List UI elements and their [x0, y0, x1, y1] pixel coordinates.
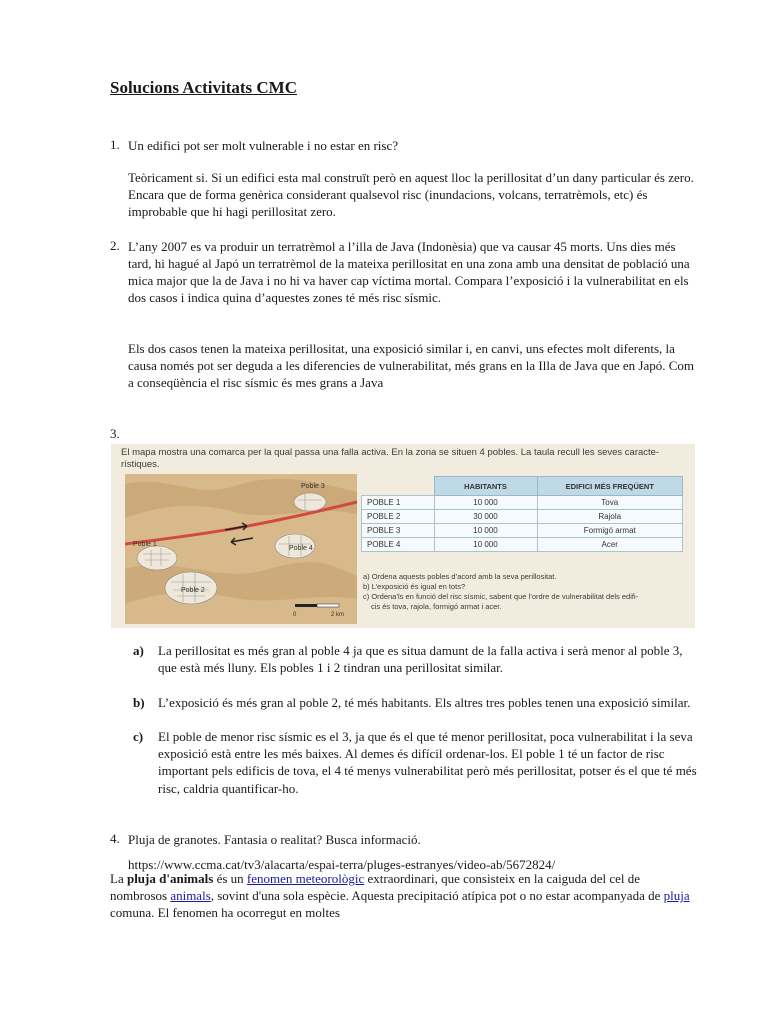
table-cell-edifici: Rajola [537, 510, 683, 524]
table-cell-habitants: 30 000 [434, 510, 537, 524]
link-pluja[interactable]: pluja [663, 888, 690, 904]
table-cell-habitants: 10 000 [434, 538, 537, 552]
label-poble-4: Poble 4 [289, 545, 313, 552]
table-row [362, 510, 683, 524]
label-poble-2: Poble 2 [181, 587, 205, 594]
table-cell-habitants: 10 000 [434, 524, 537, 538]
label-poble-3: Poble 3 [301, 483, 325, 490]
label-poble-1: Poble 1 [133, 541, 157, 548]
table-header-edifici: EDIFICI MÉS FREQÜENT [537, 477, 683, 496]
para-text: La [110, 871, 127, 886]
video-url[interactable]: https://www.ccma.cat/tv3/alacarta/espai-terra/pluges-estranyes/video-ab/5672824/ [128, 857, 556, 872]
town-1 [137, 546, 177, 570]
table-cell-poble: POBLE 3 [362, 524, 435, 538]
para-text: , sovint d'una sola espècie. Aquesta precipitació atípica pot o no estar acompanyada de [210, 888, 664, 904]
answer-text: L’exposició és més gran al poble 2, té més habitants. Els altres tres pobles tenen una exposició similar. [158, 695, 691, 710]
figure-questions [363, 572, 683, 612]
figure-question-a: a) Ordena aquests pobles d’acord amb la seva perillositat. [363, 572, 557, 581]
figure-question-c-cont: cis és tova, rajola, formigó armat i acer. [371, 602, 502, 611]
table-cell-edifici: Formigó armat [537, 524, 683, 538]
town-3 [294, 493, 326, 511]
para-bold-term: pluja d'animals [126, 871, 214, 886]
para-text: extraordinari, que consisteix en la caiguda del cel de nombrosos [110, 871, 641, 904]
answer-label: b) [133, 695, 145, 710]
link-animals[interactable]: animals [170, 888, 211, 904]
answer-label: a) [133, 643, 144, 658]
answer-text: El poble de menor risc sísmic es el 3, ja que és el que té menor perillositat, poca vulnerabilitat i la seva exposició està entre les més baixes. Al demes és difícil ordenar-los. El poble 1 té un factor de risc important pels edificis de tova, el 4 té menys vulnerabilitat però més perillositat, potser és el que té més risc, caldria quantificar-ho. [158, 729, 697, 796]
question-2-text: L’any 2007 es va produir un terratrèmol a l’illa de Java (Indonèsia) que va causar 45 morts. Uns dies més tard, hi hagué al Japó un terratrèmol de la mateixa perillositat en una zona amb una densitat de població una mica major que la de Java i no hi va haver cap víctima mortal. Compara l’exposició i la vulnerabilitat en els dos casos i indica quina d’aquestes zones té més risc sísmic. [128, 239, 690, 305]
answer-text: La perillositat es més gran al poble 4 ja que es situa damunt de la falla activa i serà menor al poble 3, que està més lluny. Els pobles 1 i 2 tindran una perillositat similar. [158, 643, 683, 676]
para-text: és un [213, 871, 247, 886]
table-cell-habitants: 10 000 [434, 496, 537, 510]
towns-table [361, 476, 683, 552]
table-header-row [362, 477, 683, 496]
table-cell-poble: POBLE 1 [362, 496, 435, 510]
table-cell-poble: POBLE 2 [362, 510, 435, 524]
fault-map [125, 474, 357, 624]
table-cell-edifici: Acer [537, 538, 683, 552]
question-number-1: 1. [110, 137, 120, 152]
animal-rain-paragraph [110, 870, 700, 922]
answer-1-text: Teòricament si. Si un edifici esta mal construït però en aquest lloc la perillositat d’un dany particular és zero. Encara que de forma genèrica considerant qualsevol risc (inundacions, volcans, terratrèmols, etc) és improbable que hi hagi perillositat zero. [128, 170, 694, 220]
question-number-4: 4. [110, 831, 120, 846]
answer-label: c) [133, 729, 144, 744]
textbook-figure [111, 444, 695, 628]
question-number-3: 3. [110, 426, 120, 441]
page-title: Solucions Activitats CMC [110, 78, 297, 97]
answer-2-text: Els dos casos tenen la mateixa perillositat, una exposició similar i, en canvi, uns efectes molt diferents, la causa només pot ser deguda a les diferencies de vulnerabilitat, més grans en la Illa de Java que en Japó. Com a conseqüència el risc sísmic és mes grans a Java [128, 341, 695, 391]
table-row [362, 496, 683, 510]
scale-label-2km: 2 km [331, 612, 345, 618]
link-fenomen-meteorologic[interactable]: fenomen meteorològic [246, 871, 365, 886]
para-text: comuna. El fenomen ha ocorregut en moltes [110, 905, 340, 921]
question-1-text: Un edifici pot ser molt vulnerable i no estar en risc? [128, 138, 399, 153]
question-number-2: 2. [110, 238, 120, 253]
figure-question-b: b) L’exposició és igual en tots? [363, 582, 466, 591]
table-row [362, 538, 683, 552]
table-cell-edifici: Tova [537, 496, 683, 510]
table-row [362, 524, 683, 538]
table-cell-poble: POBLE 4 [362, 538, 435, 552]
scale-label-0: 0 [293, 612, 297, 618]
table-header-habitants: HABITANTS [434, 477, 537, 496]
table-header-empty [362, 477, 435, 496]
figure-question-c: c) Ordena’ls en funció del risc sísmic, sabent que l’ordre de vulnerabilitat dels edifi- [363, 592, 639, 601]
question-4-text: Pluja de granotes. Fantasia o realitat? Busca informació. [128, 832, 421, 847]
figure-caption: El mapa mostra una comarca per la qual passa una falla activa. En la zona se situen 4 pobles. La taula recull les seves caracte- rístiques. [121, 447, 660, 470]
